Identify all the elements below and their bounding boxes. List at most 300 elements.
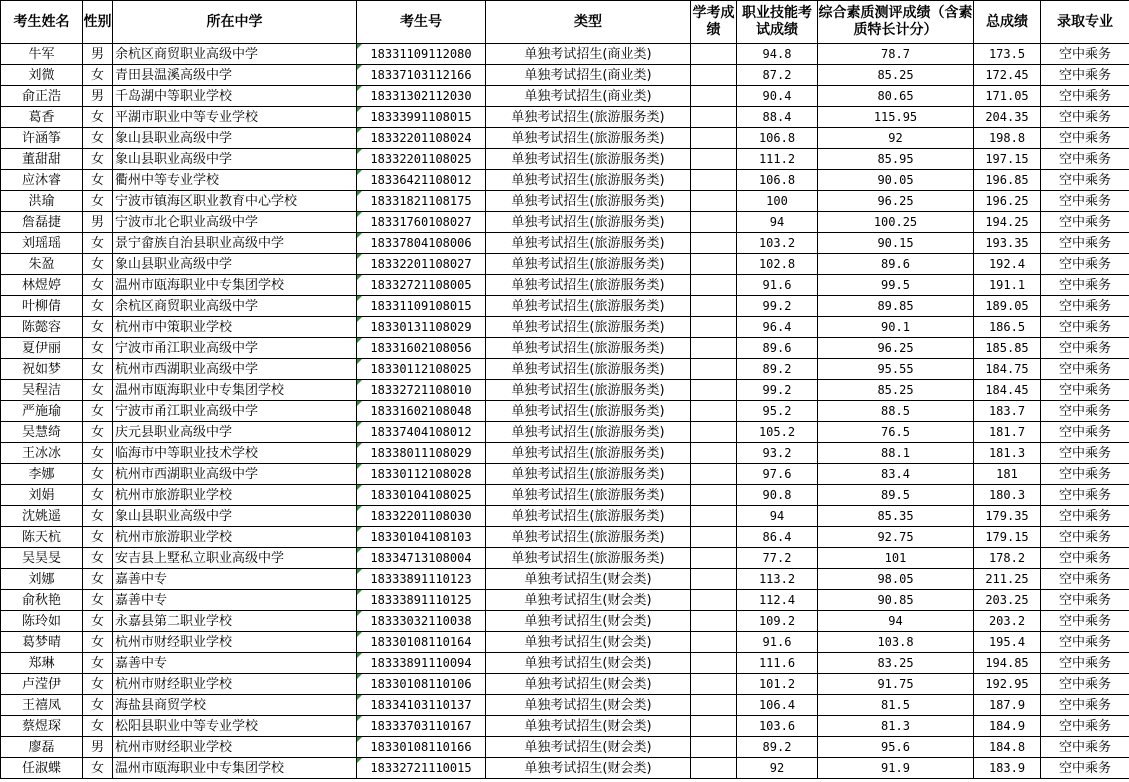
cell-exam-no: 18334713108004	[357, 548, 486, 569]
cell-xk	[691, 107, 737, 128]
cell-exam-no: 18332721110015	[357, 758, 486, 779]
cell-total: 196.25	[974, 191, 1041, 212]
cell-school: 温州市瓯海职业中专集团学校	[113, 758, 357, 779]
cell-name: 葛梦晴	[1, 632, 83, 653]
cell-xk	[691, 632, 737, 653]
cell-type: 单独考试招生(旅游服务类)	[486, 422, 691, 443]
cell-name: 葛香	[1, 107, 83, 128]
cell-quality: 92	[818, 128, 974, 149]
cell-skill: 88.4	[737, 107, 818, 128]
table-row	[1, 128, 1129, 149]
cell-skill: 112.4	[737, 590, 818, 611]
cell-skill: 111.6	[737, 653, 818, 674]
cell-quality: 94	[818, 611, 974, 632]
cell-exam-no: 18332721108005	[357, 275, 486, 296]
table-row	[1, 86, 1129, 107]
cell-exam-no: 18330112108025	[357, 359, 486, 380]
cell-school: 衢州中等专业学校	[113, 170, 357, 191]
cell-skill: 89.2	[737, 737, 818, 758]
header-total: 总成绩	[974, 1, 1041, 44]
cell-gender: 女	[83, 632, 113, 653]
cell-major: 空中乘务	[1041, 212, 1129, 233]
cell-name: 刘娜	[1, 569, 83, 590]
cell-major: 空中乘务	[1041, 464, 1129, 485]
table-row	[1, 485, 1129, 506]
cell-gender: 女	[83, 401, 113, 422]
cell-skill: 106.4	[737, 695, 818, 716]
cell-skill: 94	[737, 212, 818, 233]
cell-xk	[691, 401, 737, 422]
cell-major: 空中乘务	[1041, 275, 1129, 296]
cell-skill: 113.2	[737, 569, 818, 590]
cell-school: 宁波市镇海区职业教育中心学校	[113, 191, 357, 212]
cell-total: 196.85	[974, 170, 1041, 191]
cell-skill: 109.2	[737, 611, 818, 632]
cell-gender: 女	[83, 527, 113, 548]
cell-type: 单独考试招生(旅游服务类)	[486, 506, 691, 527]
cell-major: 空中乘务	[1041, 716, 1129, 737]
cell-type: 单独考试招生(旅游服务类)	[486, 275, 691, 296]
cell-total: 187.9	[974, 695, 1041, 716]
cell-school: 嘉善中专	[113, 590, 357, 611]
cell-major: 空中乘务	[1041, 632, 1129, 653]
cell-school: 庆元县职业高级中学	[113, 422, 357, 443]
cell-skill: 101.2	[737, 674, 818, 695]
cell-exam-no: 18330108110166	[357, 737, 486, 758]
cell-total: 173.5	[974, 44, 1041, 65]
cell-gender: 女	[83, 590, 113, 611]
cell-gender: 女	[83, 653, 113, 674]
cell-name: 王冰冰	[1, 443, 83, 464]
table-row	[1, 107, 1129, 128]
cell-name: 俞秋艳	[1, 590, 83, 611]
cell-total: 189.05	[974, 296, 1041, 317]
cell-exam-no: 18332201108025	[357, 149, 486, 170]
table-row	[1, 443, 1129, 464]
cell-school: 杭州市旅游职业学校	[113, 527, 357, 548]
cell-major: 空中乘务	[1041, 359, 1129, 380]
cell-xk	[691, 212, 737, 233]
cell-name: 廖磊	[1, 737, 83, 758]
cell-exam-no: 18330104108103	[357, 527, 486, 548]
cell-type: 单独考试招生(旅游服务类)	[486, 464, 691, 485]
cell-quality: 92.75	[818, 527, 974, 548]
cell-school: 宁波市北仑职业高级中学	[113, 212, 357, 233]
cell-major: 空中乘务	[1041, 380, 1129, 401]
cell-name: 应沐睿	[1, 170, 83, 191]
cell-school: 杭州市旅游职业学校	[113, 485, 357, 506]
cell-name: 吴慧绮	[1, 422, 83, 443]
cell-gender: 女	[83, 65, 113, 86]
cell-quality: 85.25	[818, 380, 974, 401]
table-row	[1, 611, 1129, 632]
cell-exam-no: 18332201108030	[357, 506, 486, 527]
cell-skill: 94.8	[737, 44, 818, 65]
cell-major: 空中乘务	[1041, 233, 1129, 254]
cell-exam-no: 18333891110123	[357, 569, 486, 590]
cell-total: 194.85	[974, 653, 1041, 674]
cell-total: 181	[974, 464, 1041, 485]
table-row	[1, 359, 1129, 380]
cell-gender: 女	[83, 695, 113, 716]
cell-name: 王禧凤	[1, 695, 83, 716]
table-row	[1, 317, 1129, 338]
cell-gender: 女	[83, 611, 113, 632]
cell-name: 刘瑶瑶	[1, 233, 83, 254]
cell-type: 单独考试招生(商业类)	[486, 44, 691, 65]
cell-major: 空中乘务	[1041, 527, 1129, 548]
table-row	[1, 674, 1129, 695]
table-row	[1, 149, 1129, 170]
cell-major: 空中乘务	[1041, 548, 1129, 569]
cell-type: 单独考试招生(财会类)	[486, 569, 691, 590]
cell-total: 184.75	[974, 359, 1041, 380]
table-row	[1, 380, 1129, 401]
cell-type: 单独考试招生(旅游服务类)	[486, 254, 691, 275]
cell-skill: 103.6	[737, 716, 818, 737]
table-row	[1, 254, 1129, 275]
cell-gender: 女	[83, 422, 113, 443]
cell-xk	[691, 275, 737, 296]
cell-xk	[691, 380, 737, 401]
cell-gender: 女	[83, 716, 113, 737]
cell-xk	[691, 674, 737, 695]
cell-gender: 男	[83, 212, 113, 233]
cell-school: 嘉善中专	[113, 569, 357, 590]
table-row	[1, 632, 1129, 653]
cell-quality: 91.9	[818, 758, 974, 779]
table-row	[1, 275, 1129, 296]
cell-major: 空中乘务	[1041, 65, 1129, 86]
cell-skill: 92	[737, 758, 818, 779]
cell-exam-no: 18333891110094	[357, 653, 486, 674]
cell-name: 陈懿容	[1, 317, 83, 338]
cell-gender: 女	[83, 233, 113, 254]
cell-xk	[691, 233, 737, 254]
cell-major: 空中乘务	[1041, 611, 1129, 632]
cell-gender: 女	[83, 506, 113, 527]
table-row	[1, 716, 1129, 737]
cell-major: 空中乘务	[1041, 758, 1129, 779]
cell-quality: 91.75	[818, 674, 974, 695]
cell-skill: 91.6	[737, 632, 818, 653]
cell-skill: 95.2	[737, 401, 818, 422]
cell-name: 沈姚遥	[1, 506, 83, 527]
cell-xk	[691, 716, 737, 737]
cell-xk	[691, 737, 737, 758]
cell-major: 空中乘务	[1041, 485, 1129, 506]
cell-exam-no: 18331602108056	[357, 338, 486, 359]
cell-gender: 女	[83, 485, 113, 506]
cell-gender: 女	[83, 254, 113, 275]
cell-gender: 女	[83, 170, 113, 191]
cell-quality: 96.25	[818, 191, 974, 212]
cell-gender: 女	[83, 317, 113, 338]
cell-xk	[691, 338, 737, 359]
cell-skill: 106.8	[737, 128, 818, 149]
cell-total: 195.4	[974, 632, 1041, 653]
cell-type: 单独考试招生(旅游服务类)	[486, 359, 691, 380]
header-school: 所在中学	[113, 1, 357, 44]
cell-exam-no: 18330104108025	[357, 485, 486, 506]
cell-major: 空中乘务	[1041, 86, 1129, 107]
cell-gender: 女	[83, 107, 113, 128]
cell-xk	[691, 758, 737, 779]
cell-quality: 90.05	[818, 170, 974, 191]
cell-total: 211.25	[974, 569, 1041, 590]
cell-exam-no: 18331302112030	[357, 86, 486, 107]
table-row	[1, 233, 1129, 254]
cell-school: 青田县温溪高级中学	[113, 65, 357, 86]
cell-name: 严施瑜	[1, 401, 83, 422]
cell-skill: 105.2	[737, 422, 818, 443]
cell-quality: 103.8	[818, 632, 974, 653]
cell-xk	[691, 149, 737, 170]
table-body	[1, 44, 1129, 779]
cell-quality: 90.15	[818, 233, 974, 254]
cell-xk	[691, 485, 737, 506]
cell-major: 空中乘务	[1041, 107, 1129, 128]
cell-type: 单独考试招生(财会类)	[486, 632, 691, 653]
cell-xk	[691, 611, 737, 632]
cell-skill: 96.4	[737, 317, 818, 338]
cell-major: 空中乘务	[1041, 443, 1129, 464]
cell-skill: 90.4	[737, 86, 818, 107]
table-row	[1, 548, 1129, 569]
cell-total: 184.45	[974, 380, 1041, 401]
cell-total: 204.35	[974, 107, 1041, 128]
table-row	[1, 44, 1129, 65]
cell-exam-no: 18332201108027	[357, 254, 486, 275]
cell-quality: 100.25	[818, 212, 974, 233]
cell-school: 象山县职业高级中学	[113, 506, 357, 527]
cell-type: 单独考试招生(旅游服务类)	[486, 338, 691, 359]
cell-exam-no: 18331821108175	[357, 191, 486, 212]
cell-major: 空中乘务	[1041, 653, 1129, 674]
cell-name: 董甜甜	[1, 149, 83, 170]
cell-type: 单独考试招生(财会类)	[486, 695, 691, 716]
table-row	[1, 527, 1129, 548]
cell-school: 余杭区商贸职业高级中学	[113, 296, 357, 317]
cell-school: 海盐县商贸学校	[113, 695, 357, 716]
cell-school: 杭州市财经职业学校	[113, 737, 357, 758]
cell-quality: 115.95	[818, 107, 974, 128]
cell-type: 单独考试招生(财会类)	[486, 716, 691, 737]
cell-xk	[691, 170, 737, 191]
table-row	[1, 422, 1129, 443]
cell-quality: 96.25	[818, 338, 974, 359]
cell-skill: 103.2	[737, 233, 818, 254]
cell-total: 193.35	[974, 233, 1041, 254]
cell-school: 杭州市西湖职业高级中学	[113, 359, 357, 380]
cell-quality: 89.6	[818, 254, 974, 275]
cell-exam-no: 18337804108006	[357, 233, 486, 254]
cell-type: 单独考试招生(旅游服务类)	[486, 485, 691, 506]
cell-exam-no: 18337103112166	[357, 65, 486, 86]
cell-type: 单独考试招生(旅游服务类)	[486, 296, 691, 317]
cell-quality: 83.25	[818, 653, 974, 674]
cell-major: 空中乘务	[1041, 569, 1129, 590]
cell-quality: 89.85	[818, 296, 974, 317]
cell-school: 温州市瓯海职业中专集团学校	[113, 380, 357, 401]
cell-major: 空中乘务	[1041, 191, 1129, 212]
cell-quality: 99.5	[818, 275, 974, 296]
table-row	[1, 695, 1129, 716]
cell-quality: 85.35	[818, 506, 974, 527]
cell-major: 空中乘务	[1041, 254, 1129, 275]
cell-school: 象山县职业高级中学	[113, 254, 357, 275]
cell-name: 俞正浩	[1, 86, 83, 107]
cell-total: 183.7	[974, 401, 1041, 422]
cell-type: 单独考试招生(财会类)	[486, 611, 691, 632]
cell-school: 杭州市财经职业学校	[113, 632, 357, 653]
cell-exam-no: 18333891110125	[357, 590, 486, 611]
cell-xk	[691, 65, 737, 86]
cell-exam-no: 18336421108012	[357, 170, 486, 191]
cell-type: 单独考试招生(商业类)	[486, 65, 691, 86]
cell-total: 186.5	[974, 317, 1041, 338]
cell-school: 千岛湖中等职业学校	[113, 86, 357, 107]
cell-skill: 94	[737, 506, 818, 527]
cell-school: 安吉县上墅私立职业高级中学	[113, 548, 357, 569]
cell-total: 191.1	[974, 275, 1041, 296]
cell-quality: 95.6	[818, 737, 974, 758]
cell-type: 单独考试招生(旅游服务类)	[486, 233, 691, 254]
cell-quality: 101	[818, 548, 974, 569]
cell-major: 空中乘务	[1041, 674, 1129, 695]
cell-type: 单独考试招生(旅游服务类)	[486, 128, 691, 149]
cell-exam-no: 18332201108024	[357, 128, 486, 149]
cell-type: 单独考试招生(旅游服务类)	[486, 317, 691, 338]
cell-quality: 78.7	[818, 44, 974, 65]
cell-xk	[691, 191, 737, 212]
table-row	[1, 590, 1129, 611]
cell-xk	[691, 569, 737, 590]
cell-type: 单独考试招生(财会类)	[486, 737, 691, 758]
cell-total: 179.15	[974, 527, 1041, 548]
cell-gender: 男	[83, 44, 113, 65]
cell-total: 179.35	[974, 506, 1041, 527]
cell-school: 景宁畲族自治县职业高级中学	[113, 233, 357, 254]
cell-school: 临海市中等职业技术学校	[113, 443, 357, 464]
cell-skill: 89.2	[737, 359, 818, 380]
cell-total: 192.4	[974, 254, 1041, 275]
header-skill: 职业技能考试成绩	[737, 1, 818, 44]
cell-school: 杭州市中策职业学校	[113, 317, 357, 338]
cell-major: 空中乘务	[1041, 422, 1129, 443]
cell-name: 洪瑜	[1, 191, 83, 212]
cell-type: 单独考试招生(旅游服务类)	[486, 380, 691, 401]
cell-total: 203.25	[974, 590, 1041, 611]
cell-name: 朱盈	[1, 254, 83, 275]
cell-xk	[691, 590, 737, 611]
cell-school: 杭州市西湖职业高级中学	[113, 464, 357, 485]
cell-name: 陈天杭	[1, 527, 83, 548]
cell-school: 嘉善中专	[113, 653, 357, 674]
cell-school: 象山县职业高级中学	[113, 149, 357, 170]
cell-total: 183.9	[974, 758, 1041, 779]
cell-type: 单独考试招生(商业类)	[486, 86, 691, 107]
cell-school: 永嘉县第二职业学校	[113, 611, 357, 632]
cell-type: 单独考试招生(旅游服务类)	[486, 170, 691, 191]
table-row	[1, 464, 1129, 485]
cell-type: 单独考试招生(旅游服务类)	[486, 443, 691, 464]
table-row	[1, 65, 1129, 86]
cell-skill: 100	[737, 191, 818, 212]
cell-school: 宁波市甬江职业高级中学	[113, 401, 357, 422]
cell-quality: 89.5	[818, 485, 974, 506]
cell-exam-no: 18333991108015	[357, 107, 486, 128]
header-gender: 性别	[83, 1, 113, 44]
cell-quality: 76.5	[818, 422, 974, 443]
cell-name: 林煜婷	[1, 275, 83, 296]
cell-gender: 女	[83, 128, 113, 149]
table-row	[1, 506, 1129, 527]
header-name: 考生姓名	[1, 1, 83, 44]
cell-total: 194.25	[974, 212, 1041, 233]
cell-gender: 女	[83, 359, 113, 380]
cell-major: 空中乘务	[1041, 44, 1129, 65]
cell-total: 184.8	[974, 737, 1041, 758]
cell-gender: 女	[83, 338, 113, 359]
cell-skill: 106.8	[737, 170, 818, 191]
header-quality: 综合素质测评成绩（含素质特长计分）	[818, 1, 974, 44]
cell-gender: 女	[83, 674, 113, 695]
cell-name: 吴程洁	[1, 380, 83, 401]
cell-major: 空中乘务	[1041, 149, 1129, 170]
cell-type: 单独考试招生(旅游服务类)	[486, 212, 691, 233]
cell-name: 刘微	[1, 65, 83, 86]
cell-gender: 女	[83, 758, 113, 779]
cell-exam-no: 18337404108012	[357, 422, 486, 443]
header-xk: 学考成绩	[691, 1, 737, 44]
cell-xk	[691, 443, 737, 464]
cell-skill: 91.6	[737, 275, 818, 296]
cell-quality: 80.65	[818, 86, 974, 107]
cell-exam-no: 18331109108015	[357, 296, 486, 317]
cell-school: 平湖市职业中等专业学校	[113, 107, 357, 128]
cell-skill: 93.2	[737, 443, 818, 464]
table-row	[1, 569, 1129, 590]
cell-major: 空中乘务	[1041, 317, 1129, 338]
cell-skill: 89.6	[737, 338, 818, 359]
cell-xk	[691, 506, 737, 527]
cell-type: 单独考试招生(旅游服务类)	[486, 401, 691, 422]
cell-exam-no: 18332721108010	[357, 380, 486, 401]
cell-name: 许涵筝	[1, 128, 83, 149]
cell-quality: 83.4	[818, 464, 974, 485]
cell-skill: 90.8	[737, 485, 818, 506]
cell-name: 牛军	[1, 44, 83, 65]
cell-xk	[691, 296, 737, 317]
cell-total: 172.45	[974, 65, 1041, 86]
cell-xk	[691, 653, 737, 674]
cell-name: 蔡煜琛	[1, 716, 83, 737]
cell-type: 单独考试招生(旅游服务类)	[486, 107, 691, 128]
cell-skill: 87.2	[737, 65, 818, 86]
cell-gender: 女	[83, 275, 113, 296]
table-row	[1, 401, 1129, 422]
cell-quality: 88.1	[818, 443, 974, 464]
cell-xk	[691, 695, 737, 716]
cell-name: 叶柳倩	[1, 296, 83, 317]
cell-major: 空中乘务	[1041, 128, 1129, 149]
cell-xk	[691, 359, 737, 380]
cell-exam-no: 18330108110106	[357, 674, 486, 695]
table-row	[1, 737, 1129, 758]
cell-name: 任淑蝶	[1, 758, 83, 779]
table-row	[1, 758, 1129, 779]
